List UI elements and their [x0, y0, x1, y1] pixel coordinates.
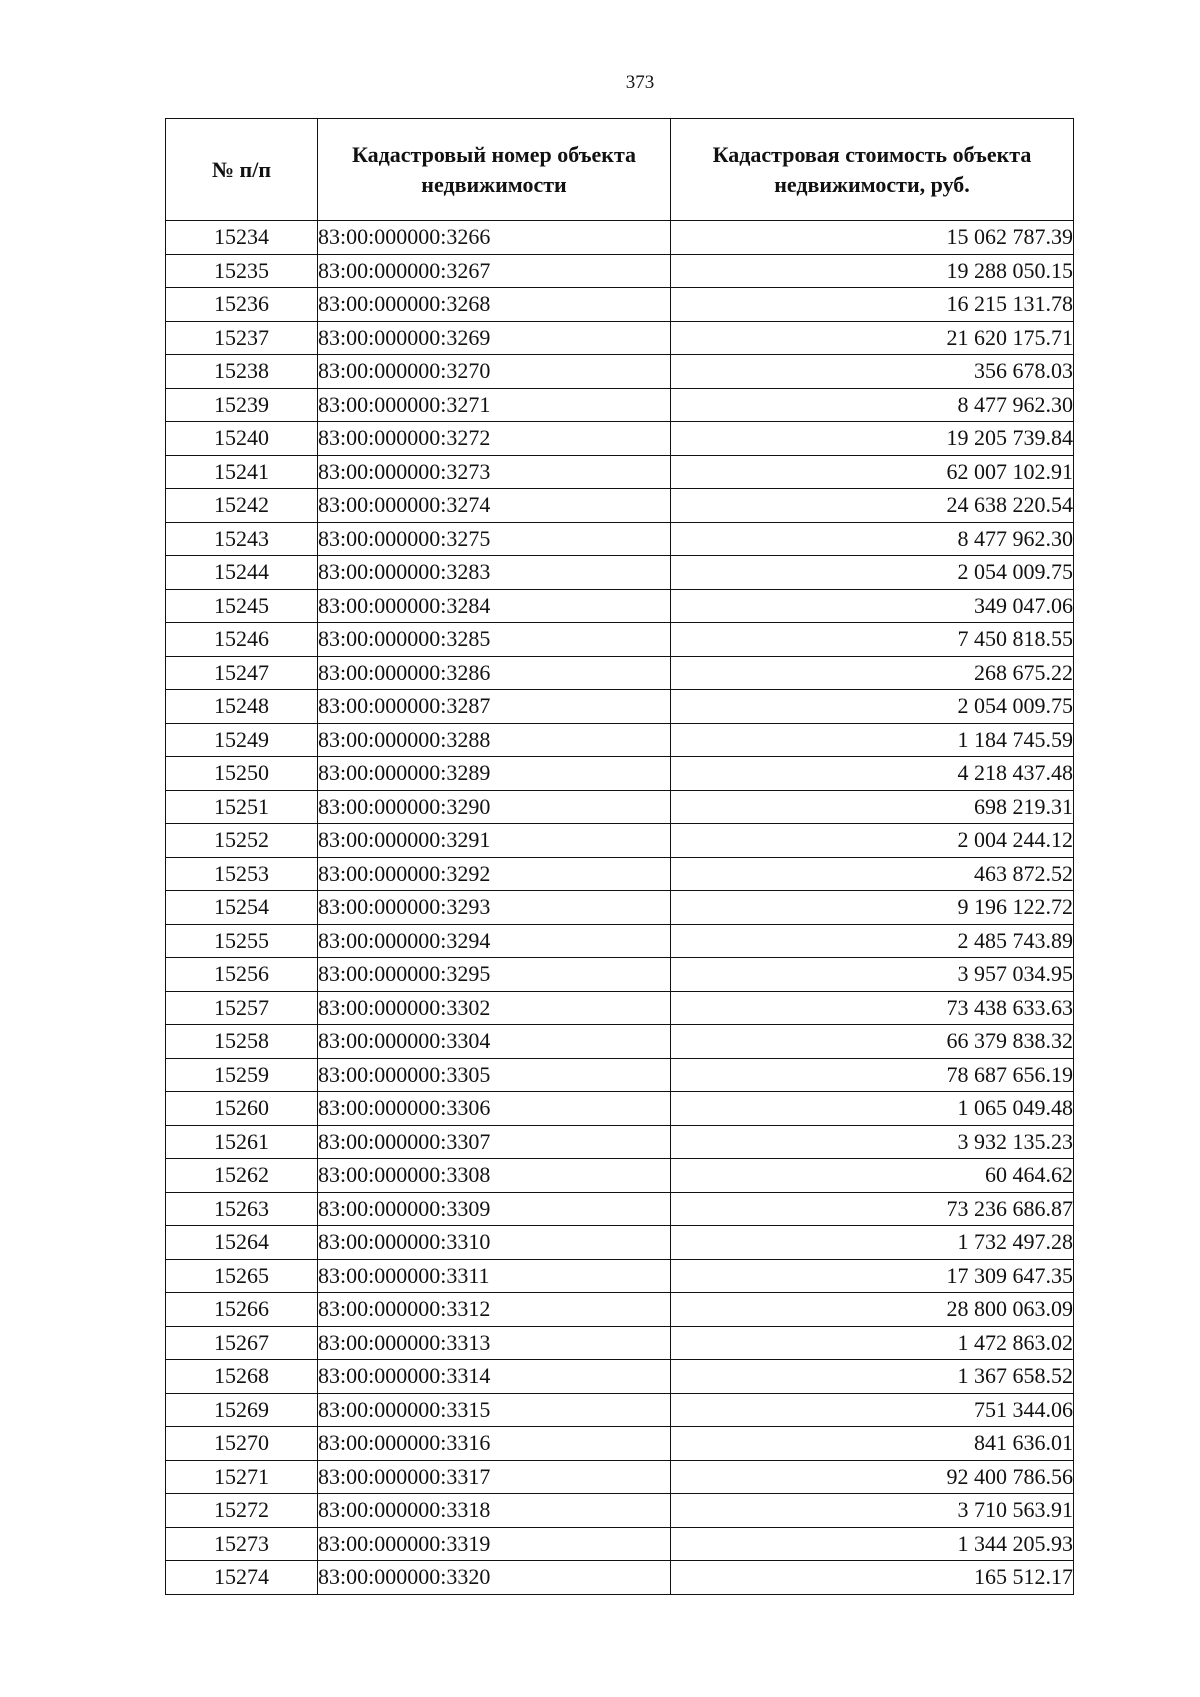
table-header-row — [166, 119, 1074, 221]
row-number-cell: 15248 — [166, 690, 318, 724]
cadastral-cost-cell: 24 638 220.54 — [671, 489, 1074, 523]
cadastral-value-table — [165, 118, 1074, 1595]
row-number-cell: 15242 — [166, 489, 318, 523]
cadastral-number-cell: 83:00:000000:3312 — [318, 1293, 671, 1327]
cadastral-cost-cell: 1 065 049.48 — [671, 1092, 1074, 1126]
cadastral-cost-cell: 751 344.06 — [671, 1393, 1074, 1427]
cadastral-number-cell: 83:00:000000:3308 — [318, 1159, 671, 1193]
row-number-cell: 15271 — [166, 1460, 318, 1494]
table-row — [166, 1259, 1074, 1293]
row-number-cell: 15268 — [166, 1360, 318, 1394]
cadastral-cost-cell: 1 344 205.93 — [671, 1527, 1074, 1561]
cadastral-number-cell: 83:00:000000:3302 — [318, 991, 671, 1025]
row-number-cell: 15241 — [166, 455, 318, 489]
cadastral-cost-cell: 463 872.52 — [671, 857, 1074, 891]
table-row — [166, 1494, 1074, 1528]
row-number-cell: 15262 — [166, 1159, 318, 1193]
cadastral-cost-cell: 17 309 647.35 — [671, 1259, 1074, 1293]
row-number-cell: 15261 — [166, 1125, 318, 1159]
cadastral-cost-cell: 698 219.31 — [671, 790, 1074, 824]
table-row — [166, 623, 1074, 657]
table-row — [166, 288, 1074, 322]
cadastral-number-cell: 83:00:000000:3291 — [318, 824, 671, 858]
cadastral-number-cell: 83:00:000000:3285 — [318, 623, 671, 657]
row-number-cell: 15256 — [166, 958, 318, 992]
table-row — [166, 891, 1074, 925]
cadastral-number-cell: 83:00:000000:3313 — [318, 1326, 671, 1360]
header-cadastral-cost: Кадастровая стоимость объекта недвижимости, руб. — [671, 119, 1074, 221]
table-row — [166, 556, 1074, 590]
cadastral-cost-cell: 4 218 437.48 — [671, 757, 1074, 791]
cadastral-cost-cell: 16 215 131.78 — [671, 288, 1074, 322]
cadastral-number-cell: 83:00:000000:3286 — [318, 656, 671, 690]
cadastral-number-cell: 83:00:000000:3287 — [318, 690, 671, 724]
row-number-cell: 15234 — [166, 221, 318, 255]
table-row — [166, 824, 1074, 858]
table-row — [166, 1393, 1074, 1427]
row-number-cell: 15243 — [166, 522, 318, 556]
header-cadastral-number: Кадастровый номер объекта недвижимости — [318, 119, 671, 221]
row-number-cell: 15247 — [166, 656, 318, 690]
cadastral-number-cell: 83:00:000000:3319 — [318, 1527, 671, 1561]
row-number-cell: 15263 — [166, 1192, 318, 1226]
table-row — [166, 388, 1074, 422]
cadastral-cost-cell: 78 687 656.19 — [671, 1058, 1074, 1092]
cadastral-number-cell: 83:00:000000:3294 — [318, 924, 671, 958]
row-number-cell: 15244 — [166, 556, 318, 590]
table-row — [166, 1058, 1074, 1092]
table-row — [166, 321, 1074, 355]
cadastral-cost-cell: 3 957 034.95 — [671, 958, 1074, 992]
cadastral-cost-cell: 73 438 633.63 — [671, 991, 1074, 1025]
table-row — [166, 589, 1074, 623]
row-number-cell: 15236 — [166, 288, 318, 322]
cadastral-number-cell: 83:00:000000:3318 — [318, 1494, 671, 1528]
cadastral-number-cell: 83:00:000000:3305 — [318, 1058, 671, 1092]
table-row — [166, 991, 1074, 1025]
cadastral-number-cell: 83:00:000000:3306 — [318, 1092, 671, 1126]
table-row — [166, 1226, 1074, 1260]
cadastral-cost-cell: 2 485 743.89 — [671, 924, 1074, 958]
row-number-cell: 15266 — [166, 1293, 318, 1327]
cadastral-number-cell: 83:00:000000:3288 — [318, 723, 671, 757]
header-row-number: № п/п — [166, 119, 318, 221]
cadastral-cost-cell: 3 710 563.91 — [671, 1494, 1074, 1528]
cadastral-cost-cell: 19 205 739.84 — [671, 422, 1074, 456]
row-number-cell: 15250 — [166, 757, 318, 791]
row-number-cell: 15253 — [166, 857, 318, 891]
cadastral-cost-cell: 1 184 745.59 — [671, 723, 1074, 757]
row-number-cell: 15235 — [166, 254, 318, 288]
cadastral-cost-cell: 19 288 050.15 — [671, 254, 1074, 288]
table-row — [166, 958, 1074, 992]
row-number-cell: 15238 — [166, 355, 318, 389]
cadastral-cost-cell: 9 196 122.72 — [671, 891, 1074, 925]
cadastral-number-cell: 83:00:000000:3284 — [318, 589, 671, 623]
cadastral-cost-cell: 268 675.22 — [671, 656, 1074, 690]
table-row — [166, 1527, 1074, 1561]
cadastral-number-cell: 83:00:000000:3304 — [318, 1025, 671, 1059]
row-number-cell: 15258 — [166, 1025, 318, 1059]
cadastral-number-cell: 83:00:000000:3273 — [318, 455, 671, 489]
table-row — [166, 1427, 1074, 1461]
cadastral-number-cell: 83:00:000000:3293 — [318, 891, 671, 925]
cadastral-cost-cell: 73 236 686.87 — [671, 1192, 1074, 1226]
cadastral-cost-cell: 8 477 962.30 — [671, 388, 1074, 422]
cadastral-cost-cell: 62 007 102.91 — [671, 455, 1074, 489]
cadastral-cost-cell: 28 800 063.09 — [671, 1293, 1074, 1327]
table-row — [166, 254, 1074, 288]
cadastral-cost-cell: 66 379 838.32 — [671, 1025, 1074, 1059]
table-row — [166, 1360, 1074, 1394]
cadastral-number-cell: 83:00:000000:3307 — [318, 1125, 671, 1159]
row-number-cell: 15240 — [166, 422, 318, 456]
row-number-cell: 15251 — [166, 790, 318, 824]
cadastral-cost-cell: 2 004 244.12 — [671, 824, 1074, 858]
cadastral-number-cell: 83:00:000000:3290 — [318, 790, 671, 824]
row-number-cell: 15273 — [166, 1527, 318, 1561]
row-number-cell: 15272 — [166, 1494, 318, 1528]
table-body — [166, 221, 1074, 1595]
cadastral-cost-cell: 3 932 135.23 — [671, 1125, 1074, 1159]
row-number-cell: 15265 — [166, 1259, 318, 1293]
table-row — [166, 1561, 1074, 1595]
cadastral-cost-cell: 60 464.62 — [671, 1159, 1074, 1193]
cadastral-number-cell: 83:00:000000:3314 — [318, 1360, 671, 1394]
table-row — [166, 1025, 1074, 1059]
cadastral-number-cell: 83:00:000000:3311 — [318, 1259, 671, 1293]
row-number-cell: 15264 — [166, 1226, 318, 1260]
cadastral-number-cell: 83:00:000000:3275 — [318, 522, 671, 556]
cadastral-number-cell: 83:00:000000:3270 — [318, 355, 671, 389]
cadastral-cost-cell: 349 047.06 — [671, 589, 1074, 623]
row-number-cell: 15267 — [166, 1326, 318, 1360]
row-number-cell: 15255 — [166, 924, 318, 958]
cadastral-number-cell: 83:00:000000:3316 — [318, 1427, 671, 1461]
table-row — [166, 924, 1074, 958]
table-row — [166, 723, 1074, 757]
cadastral-number-cell: 83:00:000000:3292 — [318, 857, 671, 891]
row-number-cell: 15249 — [166, 723, 318, 757]
cadastral-cost-cell: 21 620 175.71 — [671, 321, 1074, 355]
table-row — [166, 857, 1074, 891]
cadastral-number-cell: 83:00:000000:3295 — [318, 958, 671, 992]
cadastral-number-cell: 83:00:000000:3267 — [318, 254, 671, 288]
table-row — [166, 1125, 1074, 1159]
cadastral-number-cell: 83:00:000000:3317 — [318, 1460, 671, 1494]
cadastral-number-cell: 83:00:000000:3268 — [318, 288, 671, 322]
cadastral-number-cell: 83:00:000000:3315 — [318, 1393, 671, 1427]
table-row — [166, 656, 1074, 690]
table-row — [166, 489, 1074, 523]
row-number-cell: 15259 — [166, 1058, 318, 1092]
row-number-cell: 15252 — [166, 824, 318, 858]
cadastral-number-cell: 83:00:000000:3272 — [318, 422, 671, 456]
cadastral-cost-cell: 2 054 009.75 — [671, 690, 1074, 724]
cadastral-cost-cell: 841 636.01 — [671, 1427, 1074, 1461]
cadastral-cost-cell: 7 450 818.55 — [671, 623, 1074, 657]
cadastral-number-cell: 83:00:000000:3289 — [318, 757, 671, 791]
cadastral-cost-cell: 1 732 497.28 — [671, 1226, 1074, 1260]
table-row — [166, 1326, 1074, 1360]
row-number-cell: 15237 — [166, 321, 318, 355]
row-number-cell: 15246 — [166, 623, 318, 657]
table-row — [166, 355, 1074, 389]
table-row — [166, 790, 1074, 824]
cadastral-cost-cell: 1 472 863.02 — [671, 1326, 1074, 1360]
row-number-cell: 15270 — [166, 1427, 318, 1461]
row-number-cell: 15274 — [166, 1561, 318, 1595]
cadastral-cost-cell: 92 400 786.56 — [671, 1460, 1074, 1494]
page-number: 373 — [625, 72, 655, 93]
cadastral-number-cell: 83:00:000000:3271 — [318, 388, 671, 422]
table-row — [166, 1293, 1074, 1327]
cadastral-cost-cell: 165 512.17 — [671, 1561, 1074, 1595]
table-row — [166, 522, 1074, 556]
cadastral-cost-cell: 8 477 962.30 — [671, 522, 1074, 556]
table-row — [166, 422, 1074, 456]
row-number-cell: 15239 — [166, 388, 318, 422]
cadastral-number-cell: 83:00:000000:3309 — [318, 1192, 671, 1226]
cadastral-number-cell: 83:00:000000:3269 — [318, 321, 671, 355]
table-row — [166, 1192, 1074, 1226]
row-number-cell: 15254 — [166, 891, 318, 925]
row-number-cell: 15257 — [166, 991, 318, 1025]
table-row — [166, 1092, 1074, 1126]
cadastral-cost-cell: 15 062 787.39 — [671, 221, 1074, 255]
cadastral-number-cell: 83:00:000000:3310 — [318, 1226, 671, 1260]
table-row — [166, 690, 1074, 724]
table-row — [166, 455, 1074, 489]
cadastral-number-cell: 83:00:000000:3266 — [318, 221, 671, 255]
table-row — [166, 1460, 1074, 1494]
row-number-cell: 15260 — [166, 1092, 318, 1126]
cadastral-number-cell: 83:00:000000:3274 — [318, 489, 671, 523]
cadastral-number-cell: 83:00:000000:3283 — [318, 556, 671, 590]
cadastral-cost-cell: 2 054 009.75 — [671, 556, 1074, 590]
table-row — [166, 1159, 1074, 1193]
row-number-cell: 15245 — [166, 589, 318, 623]
table-row — [166, 221, 1074, 255]
table-row — [166, 757, 1074, 791]
cadastral-cost-cell: 1 367 658.52 — [671, 1360, 1074, 1394]
row-number-cell: 15269 — [166, 1393, 318, 1427]
cadastral-cost-cell: 356 678.03 — [671, 355, 1074, 389]
cadastral-number-cell: 83:00:000000:3320 — [318, 1561, 671, 1595]
